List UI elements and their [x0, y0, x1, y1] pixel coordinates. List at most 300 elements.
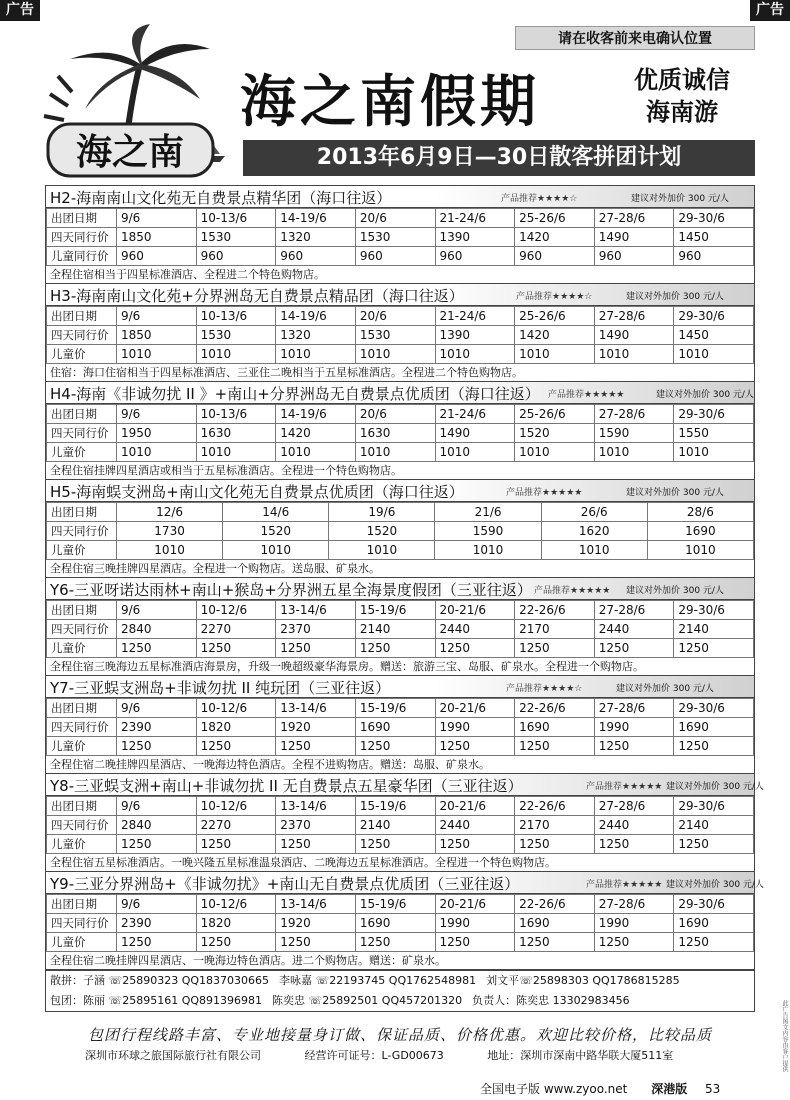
table-cell: 14/6 — [223, 503, 329, 522]
table-cell: 1630 — [196, 424, 276, 443]
contact-item: 包团：陈丽 ☏25895161 QQ891396981 — [50, 994, 263, 1007]
table-cell: 1850 — [117, 228, 197, 247]
tour-header — [46, 480, 754, 502]
table-cell: 9/6 — [117, 405, 197, 424]
tour-recommend-rating: 产品推荐★★★★☆ — [501, 194, 578, 204]
table-cell: 10-13/6 — [196, 209, 276, 228]
table-cell: 10-12/6 — [196, 699, 276, 718]
tour-recommend-rating: 产品推荐★★★★★ — [506, 488, 583, 498]
row-label: 儿童价 — [47, 541, 117, 560]
table-cell: 1250 — [355, 933, 435, 952]
site-url: 全国电子版 www.zyoo.net — [480, 1082, 628, 1096]
table-cell: 1520 — [329, 522, 435, 541]
tour-price-table — [46, 894, 754, 952]
tour-recommend-rating: 产品推荐★★★★☆ — [516, 292, 593, 302]
tour-title: Y7-三亚蜈支洲岛+非诚勿扰 II 纯玩团（三亚往返） — [50, 679, 391, 697]
table-cell: 1010 — [594, 345, 674, 364]
table-cell: 27-28/6 — [594, 699, 674, 718]
table-cell: 1950 — [117, 424, 197, 443]
agency-name: 深圳市环球之旅国际旅行社有限公司 — [85, 1049, 261, 1062]
table-cell: 1010 — [647, 541, 753, 560]
table-cell: 25-26/6 — [515, 307, 595, 326]
table-cell: 1690 — [355, 718, 435, 737]
table-cell: 1250 — [196, 835, 276, 854]
tour-title: Y8-三亚蜈支洲+南山+非诚勿扰 II 无自费景点五星豪华团（三亚往返） — [50, 777, 523, 795]
table-cell: 20/6 — [355, 209, 435, 228]
table-cell: 2840 — [117, 816, 197, 835]
table-cell: 2370 — [276, 816, 356, 835]
tour-price-table — [46, 208, 754, 266]
tour-title: H3-海南南山文化苑+分界洲岛无自费景点精品团（海口往返） — [50, 287, 464, 305]
brand-logo — [30, 24, 230, 184]
table-cell: 1730 — [117, 522, 223, 541]
table-cell: 1690 — [674, 718, 754, 737]
table-cell: 1250 — [276, 737, 356, 756]
table-cell: 21-24/6 — [435, 307, 515, 326]
table-cell: 1010 — [594, 443, 674, 462]
contact-item: 负责人：陈奕忠 13302983456 — [472, 994, 630, 1007]
table-cell: 1990 — [435, 914, 515, 933]
tour-note: 全程住宿五星标准酒店。一晚兴隆五星标准温泉酒店、二晚海边五星标准酒店。全程进一个特色购物店。 — [46, 854, 754, 872]
table-cell: 27-28/6 — [594, 601, 674, 620]
tour-title: H4-海南《非诚勿扰 II 》+南山+分界洲岛无自费景点优质团（海口往返） — [50, 385, 540, 403]
table-cell: 1250 — [196, 639, 276, 658]
table-cell: 1250 — [674, 933, 754, 952]
table-cell: 2370 — [276, 620, 356, 639]
tour-recommend-rating: 产品推荐★★★★☆ — [506, 684, 583, 694]
table-cell: 1250 — [355, 737, 435, 756]
table-cell: 9/6 — [117, 601, 197, 620]
table-cell: 2140 — [355, 816, 435, 835]
table-row — [47, 326, 754, 345]
table-cell: 29-30/6 — [674, 209, 754, 228]
row-label: 儿童价 — [47, 443, 117, 462]
tour-note: 全程住宿相当于四星标准酒店、全程进二个特色购物店。 — [46, 266, 754, 284]
table-cell: 1320 — [276, 228, 356, 247]
table-cell: 1690 — [515, 914, 595, 933]
table-cell: 15-19/6 — [355, 797, 435, 816]
table-row — [47, 737, 754, 756]
confirm-notice: 请在收客前来电确认位置 — [515, 26, 755, 50]
page-footer — [480, 1080, 720, 1097]
table-cell: 1250 — [594, 933, 674, 952]
tour-price-note: 建议对外加价 300 元/人 — [616, 684, 714, 694]
table-cell: 1530 — [355, 326, 435, 345]
table-cell: 1450 — [674, 228, 754, 247]
tour-recommend-rating: 产品推荐★★★★★ — [548, 390, 625, 400]
tour-title: H5-海南蜈支洲岛+南山文化苑无自费景点优质团（海口往返） — [50, 483, 464, 501]
table-cell: 9/6 — [117, 699, 197, 718]
table-row — [47, 816, 754, 835]
table-row — [47, 209, 754, 228]
table-cell: 25-26/6 — [515, 405, 595, 424]
table-cell: 960 — [355, 247, 435, 266]
table-cell: 1010 — [196, 345, 276, 364]
tour-header — [46, 186, 754, 208]
slogan-line-1: 优质诚信 — [634, 66, 730, 94]
tour-header — [46, 774, 764, 796]
table-cell: 1250 — [435, 835, 515, 854]
row-label: 四天同行价 — [47, 424, 117, 443]
table-cell: 1420 — [515, 326, 595, 345]
table-cell: 21-24/6 — [435, 405, 515, 424]
row-label: 四天同行价 — [47, 718, 117, 737]
table-cell: 1250 — [435, 737, 515, 756]
table-cell: 1920 — [276, 914, 356, 933]
tour-price-table — [46, 698, 754, 756]
table-cell: 1250 — [435, 933, 515, 952]
row-label: 四天同行价 — [47, 816, 117, 835]
tour-title: Y6-三亚呀诺达雨林+南山+猴岛+分界洲五星全海景度假团（三亚往返） — [50, 581, 532, 599]
table-cell: 15-19/6 — [355, 601, 435, 620]
row-label: 四天同行价 — [47, 620, 117, 639]
table-cell: 10-13/6 — [196, 405, 276, 424]
tour-note: 全程住宿二晚挂牌四星酒店、一晚海边特色酒店。进二个购物店。赠送：矿泉水。 — [46, 952, 754, 970]
tour-note: 住宿：海口住宿相当于四星标准酒店、三亚住二晚相当于五星标准酒店。全程进二个特色购物店。 — [46, 364, 754, 382]
table-cell: 1250 — [515, 835, 595, 854]
contact-item: 陈奕忠 ☏25892501 QQ457201320 — [272, 994, 463, 1007]
table-cell: 1990 — [594, 718, 674, 737]
tour-header — [46, 284, 754, 306]
row-label: 出团日期 — [47, 895, 117, 914]
contact-line — [46, 991, 754, 1011]
table-cell: 1250 — [594, 737, 674, 756]
table-cell: 10-12/6 — [196, 601, 276, 620]
table-cell: 1010 — [329, 541, 435, 560]
table-cell: 27-28/6 — [594, 895, 674, 914]
table-cell: 2170 — [515, 620, 595, 639]
footer-slogan: 包团行程线路丰富、专业地接量身订做、保证品质、价格优惠。欢迎比较价格，比较品质 — [87, 1026, 712, 1044]
tour-header — [46, 872, 764, 894]
table-cell: 1390 — [435, 228, 515, 247]
table-cell: 2440 — [435, 816, 515, 835]
table-cell: 9/6 — [117, 895, 197, 914]
table-cell: 960 — [435, 247, 515, 266]
table-cell: 15-19/6 — [355, 699, 435, 718]
table-cell: 1010 — [196, 443, 276, 462]
tour-title: H2-海南南山文化苑无自费景点精华团（海口往返） — [50, 189, 392, 207]
contact-item: 刘文平☏25898303 QQ1786815285 — [486, 974, 680, 987]
table-cell: 1250 — [355, 639, 435, 658]
table-cell: 14-19/6 — [276, 209, 356, 228]
page-number: 53 — [705, 1082, 721, 1096]
table-cell: 22-26/6 — [515, 895, 595, 914]
plan-title: 2013年6月9日—30日散客拼团计划 — [243, 140, 755, 176]
table-cell: 1820 — [196, 718, 276, 737]
row-label: 出团日期 — [47, 797, 117, 816]
ad-label-left: 广告 — [0, 0, 40, 21]
table-cell: 26/6 — [541, 503, 647, 522]
table-row — [47, 620, 754, 639]
table-cell: 1250 — [435, 639, 515, 658]
tour-price-note: 建议对外加价 300 元/人 — [626, 586, 724, 596]
table-cell: 1520 — [223, 522, 329, 541]
table-cell: 9/6 — [117, 209, 197, 228]
row-label: 儿童价 — [47, 639, 117, 658]
row-label: 儿童同行价 — [47, 247, 117, 266]
table-row — [47, 835, 754, 854]
row-label: 四天同行价 — [47, 326, 117, 345]
table-row — [47, 405, 754, 424]
table-cell: 1010 — [117, 541, 223, 560]
table-row — [47, 639, 754, 658]
table-cell: 1920 — [276, 718, 356, 737]
table-cell: 1250 — [515, 737, 595, 756]
table-cell: 25-26/6 — [515, 209, 595, 228]
table-cell: 1990 — [594, 914, 674, 933]
table-cell: 1010 — [515, 345, 595, 364]
table-cell: 29-30/6 — [674, 601, 754, 620]
tour-note: 全程住宿三晚海边五星标准酒店海景房，升级一晚超级豪华海景房。赠送：旅游三宝、岛服、矿泉水。全程进一个购物店。 — [46, 658, 754, 676]
tour-header — [46, 382, 754, 404]
table-row — [47, 228, 754, 247]
table-cell: 15-19/6 — [355, 895, 435, 914]
table-cell: 2440 — [594, 620, 674, 639]
table-cell: 1010 — [355, 345, 435, 364]
table-cell: 1390 — [435, 326, 515, 345]
table-cell: 9/6 — [117, 797, 197, 816]
table-cell: 10-12/6 — [196, 797, 276, 816]
table-cell: 13-14/6 — [276, 699, 356, 718]
table-cell: 2140 — [355, 620, 435, 639]
table-cell: 1010 — [541, 541, 647, 560]
row-label: 四天同行价 — [47, 914, 117, 933]
table-cell: 2390 — [117, 914, 197, 933]
table-cell: 29-30/6 — [674, 895, 754, 914]
side-note: 此广告图文内容由客户提供 — [781, 1000, 788, 1072]
table-cell: 10-13/6 — [196, 307, 276, 326]
tour-price-table — [46, 306, 754, 364]
table-cell: 1010 — [435, 541, 541, 560]
table-row — [47, 307, 754, 326]
tour-price-table — [46, 404, 754, 462]
table-cell: 2140 — [674, 816, 754, 835]
table-cell: 1250 — [196, 933, 276, 952]
tour-recommend-rating: 产品推荐★★★★★ — [586, 782, 663, 792]
tour-price-table — [46, 502, 754, 560]
tour-note: 全程住宿挂牌四星酒店或相当于五星标准酒店。全程进一个特色购物店。 — [46, 462, 754, 480]
table-cell: 1250 — [117, 835, 197, 854]
table-cell: 1530 — [355, 228, 435, 247]
table-cell: 2390 — [117, 718, 197, 737]
table-cell: 1690 — [515, 718, 595, 737]
table-cell: 1990 — [435, 718, 515, 737]
table-cell: 29-30/6 — [674, 699, 754, 718]
table-cell: 13-14/6 — [276, 895, 356, 914]
tour-price-note: 建议对外加价 300 元/人 — [626, 292, 724, 302]
row-label: 四天同行价 — [47, 228, 117, 247]
brand-slogan — [612, 64, 752, 128]
brand-name: 海之南假期 — [240, 69, 540, 135]
table-row — [47, 933, 754, 952]
table-row — [47, 503, 754, 522]
table-cell: 1010 — [276, 443, 356, 462]
tour-header — [46, 578, 754, 600]
table-cell: 20-21/6 — [435, 601, 515, 620]
table-row — [47, 345, 754, 364]
row-label: 出团日期 — [47, 307, 117, 326]
table-cell: 13-14/6 — [276, 797, 356, 816]
table-cell: 2440 — [594, 816, 674, 835]
table-cell: 29-30/6 — [674, 405, 754, 424]
table-cell: 22-26/6 — [515, 797, 595, 816]
tour-header — [46, 676, 754, 698]
contact-item: 李咏嘉 ☏22193745 QQ1762548981 — [279, 974, 477, 987]
table-cell: 2440 — [435, 620, 515, 639]
table-cell: 2840 — [117, 620, 197, 639]
edition-label: 深港版 — [651, 1082, 688, 1096]
table-cell: 1010 — [674, 345, 754, 364]
table-cell: 1250 — [674, 639, 754, 658]
table-row — [47, 522, 754, 541]
table-cell: 1490 — [594, 326, 674, 345]
table-cell: 2170 — [515, 816, 595, 835]
table-cell: 9/6 — [117, 307, 197, 326]
table-cell: 1850 — [117, 326, 197, 345]
table-cell: 29-30/6 — [674, 307, 754, 326]
row-label: 出团日期 — [47, 699, 117, 718]
table-cell: 1530 — [196, 326, 276, 345]
table-cell: 1550 — [674, 424, 754, 443]
table-cell: 960 — [276, 247, 356, 266]
table-cell: 2270 — [196, 620, 276, 639]
tour-price-table — [46, 796, 754, 854]
table-cell: 1010 — [435, 345, 515, 364]
table-cell: 1420 — [276, 424, 356, 443]
table-cell: 1250 — [117, 639, 197, 658]
table-cell: 1250 — [196, 737, 276, 756]
table-row — [47, 601, 754, 620]
table-cell: 20-21/6 — [435, 699, 515, 718]
table-cell: 1690 — [674, 914, 754, 933]
table-cell: 1690 — [355, 914, 435, 933]
ad-label-right: 广告 — [750, 0, 790, 21]
contact-line — [46, 971, 754, 991]
table-cell: 1590 — [435, 522, 541, 541]
table-cell: 2270 — [196, 816, 276, 835]
table-cell: 1250 — [276, 933, 356, 952]
table-cell: 1530 — [196, 228, 276, 247]
table-cell: 21/6 — [435, 503, 541, 522]
table-row — [47, 797, 754, 816]
table-cell: 27-28/6 — [594, 797, 674, 816]
table-cell: 1010 — [435, 443, 515, 462]
table-cell: 1820 — [196, 914, 276, 933]
table-cell: 1590 — [594, 424, 674, 443]
sun-rays-icon — [44, 76, 72, 120]
table-cell: 1320 — [276, 326, 356, 345]
table-row — [47, 443, 754, 462]
tour-price-note: 建议对外加价 300 元/人 — [631, 194, 729, 204]
table-cell: 1490 — [594, 228, 674, 247]
table-cell: 1250 — [515, 639, 595, 658]
table-cell: 1010 — [515, 443, 595, 462]
tour-note: 全程住宿二晚挂牌四星酒店、一晚海边特色酒店。全程不进购物店。赠送：岛服、矿泉水。 — [46, 756, 754, 774]
slogan-line-2: 海南游 — [646, 98, 718, 126]
table-cell: 27-28/6 — [594, 209, 674, 228]
row-label: 儿童价 — [47, 933, 117, 952]
table-cell: 1250 — [594, 835, 674, 854]
table-cell: 12/6 — [117, 503, 223, 522]
table-cell: 1010 — [674, 443, 754, 462]
table-cell: 22-26/6 — [515, 699, 595, 718]
table-cell: 19/6 — [329, 503, 435, 522]
tour-list — [45, 185, 764, 1012]
table-cell: 21-24/6 — [435, 209, 515, 228]
table-cell: 1010 — [355, 443, 435, 462]
table-cell: 1620 — [541, 522, 647, 541]
table-cell: 1010 — [117, 345, 197, 364]
tour-price-note: 建议对外加价 300 元/人 — [666, 880, 764, 890]
table-cell: 1250 — [117, 933, 197, 952]
table-cell: 20-21/6 — [435, 797, 515, 816]
table-row — [47, 699, 754, 718]
table-cell: 1010 — [276, 345, 356, 364]
agency-line — [45, 1047, 755, 1063]
table-cell: 1250 — [276, 835, 356, 854]
table-cell: 1250 — [515, 933, 595, 952]
table-cell: 28/6 — [647, 503, 753, 522]
table-cell: 1250 — [276, 639, 356, 658]
table-cell: 10-12/6 — [196, 895, 276, 914]
agency-address: 地址：深圳市深南中路华联大厦511室 — [487, 1049, 674, 1062]
table-cell: 29-30/6 — [674, 797, 754, 816]
table-cell: 1250 — [355, 835, 435, 854]
tour-price-note: 建议对外加价 300 元/人 — [666, 782, 764, 792]
table-row — [47, 247, 754, 266]
table-cell: 1420 — [515, 228, 595, 247]
table-cell: 27-28/6 — [594, 405, 674, 424]
table-cell: 1250 — [674, 737, 754, 756]
table-cell: 1690 — [647, 522, 753, 541]
row-label: 儿童价 — [47, 345, 117, 364]
tour-price-table — [46, 600, 754, 658]
row-label: 出团日期 — [47, 601, 117, 620]
table-cell: 14-19/6 — [276, 307, 356, 326]
row-label: 出团日期 — [47, 209, 117, 228]
tour-price-note: 建议对外加价 300 元/人 — [626, 488, 724, 498]
table-cell: 1250 — [117, 737, 197, 756]
table-cell: 14-19/6 — [276, 405, 356, 424]
row-label: 四天同行价 — [47, 522, 117, 541]
table-cell: 1250 — [674, 835, 754, 854]
table-cell: 960 — [594, 247, 674, 266]
table-cell: 960 — [515, 247, 595, 266]
table-cell: 960 — [674, 247, 754, 266]
table-cell: 22-26/6 — [515, 601, 595, 620]
row-label: 出团日期 — [47, 503, 117, 522]
table-cell: 1250 — [594, 639, 674, 658]
table-cell: 20/6 — [355, 307, 435, 326]
license-number: 经营许可证号：L-GD00673 — [304, 1049, 444, 1062]
table-cell: 1450 — [674, 326, 754, 345]
tour-price-note: 建议对外加价 300 元/人 — [656, 390, 754, 400]
table-cell: 1490 — [435, 424, 515, 443]
table-row — [47, 424, 754, 443]
table-cell: 1010 — [117, 443, 197, 462]
table-row — [47, 895, 754, 914]
table-cell: 27-28/6 — [594, 307, 674, 326]
table-cell: 960 — [196, 247, 276, 266]
tour-note: 全程住宿三晚挂牌四星酒店。全程进一个购物店。送岛服、矿泉水。 — [46, 560, 754, 578]
table-cell: 1010 — [223, 541, 329, 560]
table-row — [47, 718, 754, 737]
svg-text:海之南: 海之南 — [75, 131, 185, 173]
contact-item: 散拼：子涵 ☏25890323 QQ1837030665 — [50, 974, 270, 987]
row-label: 儿童价 — [47, 737, 117, 756]
row-label: 儿童价 — [47, 835, 117, 854]
tour-recommend-rating: 产品推荐★★★★★ — [586, 880, 663, 890]
